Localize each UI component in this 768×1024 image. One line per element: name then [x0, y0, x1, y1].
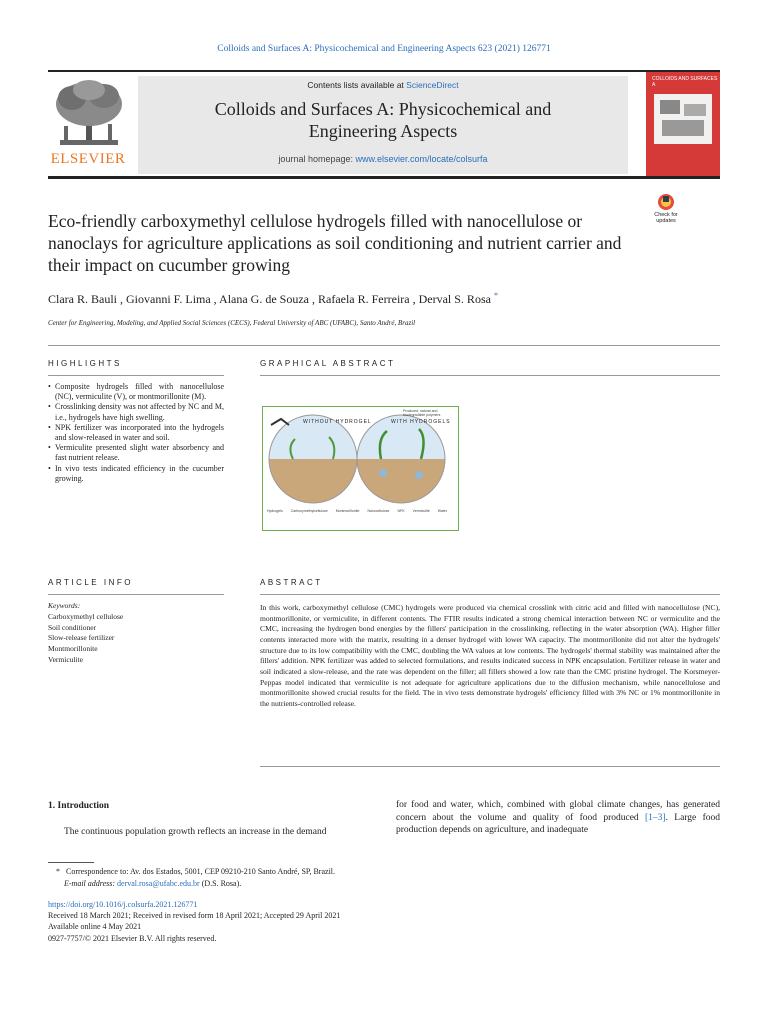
graphical-abstract-heading: GRAPHICAL ABSTRACT — [260, 359, 396, 368]
email-note: E-mail address: derval.rosa@ufabc.edu.br (D.S. Rosa). — [64, 879, 242, 888]
keyword: Vermiculite — [48, 654, 83, 664]
affiliation: Center for Engineering, Modeling, and Applied Social Sciences (CECS), Federal University of ABC (UFABC), Santo André, Brazil — [48, 319, 416, 327]
received-dates: Received 18 March 2021; Received in revised form 18 April 2021; Accepted 29 April 2021 — [48, 911, 341, 921]
corresponding-author-mark[interactable]: * — [493, 291, 498, 300]
highlights-rule — [48, 375, 224, 376]
highlight-item: • Crosslinking density was not affected by NC and M, i.e., hydrogels have high swelling. — [48, 402, 224, 422]
with-hydrogel-label: WITH HYDROGELS — [391, 419, 451, 425]
keywords-block — [48, 601, 224, 666]
ga-legend-item: Vermiculite — [412, 509, 430, 513]
sciencedirect-link[interactable]: ScienceDirect — [406, 80, 459, 90]
header-rule-bottom — [48, 176, 720, 179]
citation-link[interactable]: [1–3] — [645, 812, 666, 823]
introduction-heading: 1. Introduction — [48, 801, 110, 811]
highlights-list — [48, 382, 224, 484]
journal-banner — [138, 76, 628, 174]
online-date: Available online 4 May 2021 — [48, 922, 142, 932]
doi-link[interactable]: https://doi.org/10.1016/j.colsurfa.2021.126771 — [48, 900, 198, 909]
graphical-abstract-rule — [260, 375, 720, 376]
cover-illustration — [654, 94, 712, 144]
publisher-wordmark: ELSEVIER — [50, 151, 126, 167]
ga-legend-item: Nanocellulose — [367, 509, 390, 513]
journal-cover[interactable] — [646, 72, 720, 176]
article-info-heading: ARTICLE INFO — [48, 578, 133, 587]
footnote — [48, 866, 720, 890]
email-link[interactable]: derval.rosa@ufabc.edu.br — [117, 879, 200, 888]
abstract-end-rule — [260, 766, 720, 767]
polymer-note: Produced, natural and biodegradable polymers — [403, 409, 441, 417]
author-list: Clara R. Bauli , Giovanni F. Lima , Alana G. de Souza , Rafaela R. Ferreira , Derval S. Rosa * — [48, 291, 498, 306]
without-hydrogel-label: WITHOUT HYDROGEL — [303, 419, 372, 425]
abstract-rule — [260, 594, 720, 595]
highlight-item: • Vermiculite presented slight water absorbency and fast nutrient release. — [48, 443, 224, 463]
abstract-heading: ABSTRACT — [260, 578, 323, 587]
keyword: Carboxymethyl cellulose — [48, 611, 124, 621]
abstract-text: In this work, carboxymethyl cellulose (CMC) hydrogels were produced via chemical crosslink with citric acid and filled with nanocellulose (NC), montmorillonite, or vermiculite, in different contents. The FTIR results indicated a strong chemical interaction between NC or vermiculite and the CMC, increasing the hydrogen bond energies by the fillers' participation in the crosslinking, reflecting in the water absorption (WA). Higher filler contents interacted more with the matrix, resulting in a denser hydrogel with lower WA capacity. The montmorillonite did not alter the hydrogels' structure due to its low compatibility with the CMC, doubling the WA values at low contents. The hydrogels' thermal stability was maintained after the fillers' addition. NPK fertilizer was added to selected formulations, and results indicated success in NPK encapsulation. Fertilizer release in water and soil indicated a slow-release, and the rate was dependent on the filler; all fillers showed a low rate than the CMC pristine hydrogel. The Korsmeyer-Peppas model indicated that vermiculite is not adequate for agriculture applications due to the diffusion mechanism, while nanocellulose and montmorillonite showed crucial results for the field. The in vivo tests demonstrate hydrogels' efficiency filled with 3% NC or 1% montmorillonite in the nutrients-controlled release. — [260, 603, 720, 708]
keyword: Slow-release fertilizer — [48, 633, 115, 643]
ga-legend-item: Hydrogels — [267, 509, 283, 513]
footnote-rule — [48, 862, 94, 863]
check-for-updates-label: Check for updates — [654, 212, 678, 224]
graphical-abstract-figure[interactable] — [262, 406, 459, 531]
article-title: Eco-friendly carboxymethyl cellulose hydrogels filled with nanocellulose or nanoclays for agriculture applications as soil conditioning and nutrient carrier and their impact on cucumber growing — [48, 211, 622, 275]
highlights-heading: HIGHLIGHTS — [48, 359, 122, 368]
correspondence-note: * Correspondence to: Av. dos Estados, 5001, CEP 09210-210 Santo André, SP, Brazil. — [56, 867, 336, 876]
ga-legend-item: Carboxymethylcellulose — [290, 509, 328, 513]
keyword: Soil conditioner — [48, 622, 97, 632]
homepage-link[interactable]: www.elsevier.com/locate/colsurfa — [355, 154, 488, 164]
keyword: Montmorillonite — [48, 644, 98, 654]
publication-info — [48, 899, 720, 944]
ga-legend-item: NPK — [397, 509, 405, 513]
ga-legend-item: Water — [437, 509, 448, 513]
article-info-rule — [48, 594, 224, 595]
elsevier-tree-logo — [50, 78, 128, 150]
keywords-label: Keywords: — [48, 601, 81, 610]
citation-line[interactable]: Colloids and Surfaces A: Physicochemical and Engineering Aspects 623 (2021) 126771 — [217, 44, 551, 54]
highlight-item: • Composite hydrogels filled with nanocellulose (NC), vermiculite (V), or montmorillonite (M). — [48, 382, 224, 402]
cover-title: COLLOIDS AND SURFACES A — [652, 76, 718, 88]
highlight-item: • In vivo tests indicated efficiency in the cucumber growing. — [48, 464, 224, 484]
affiliation-rule — [48, 345, 720, 346]
copyright: 0927-7757/© 2021 Elsevier B.V. All rights reserved. — [48, 933, 217, 943]
ga-legend — [267, 509, 455, 514]
highlight-item: • NPK fertilizer was incorporated into the hydrogels and slow-released in water and soil. — [48, 423, 224, 443]
header-rule-top — [48, 70, 720, 72]
intro-paragraph-2: for food and water, which, combined with global climate changes, has generated concern about the volume and quality of food produced [1–3]. Large food production depends on agriculture, and inadequate — [396, 800, 720, 835]
journal-title: Colloids and Surfaces A: Physicochemical and Engineering Aspects — [214, 99, 552, 141]
cover-image — [654, 94, 712, 144]
contents-line: Contents lists available at ScienceDirect — [307, 80, 459, 90]
ga-legend-item: Montmorillonite — [335, 509, 360, 513]
intro-paragraph-1: The continuous population growth reflects an increase in the demand — [64, 827, 327, 837]
journal-homepage: journal homepage: www.elsevier.com/locate/colsurfa — [278, 154, 488, 164]
